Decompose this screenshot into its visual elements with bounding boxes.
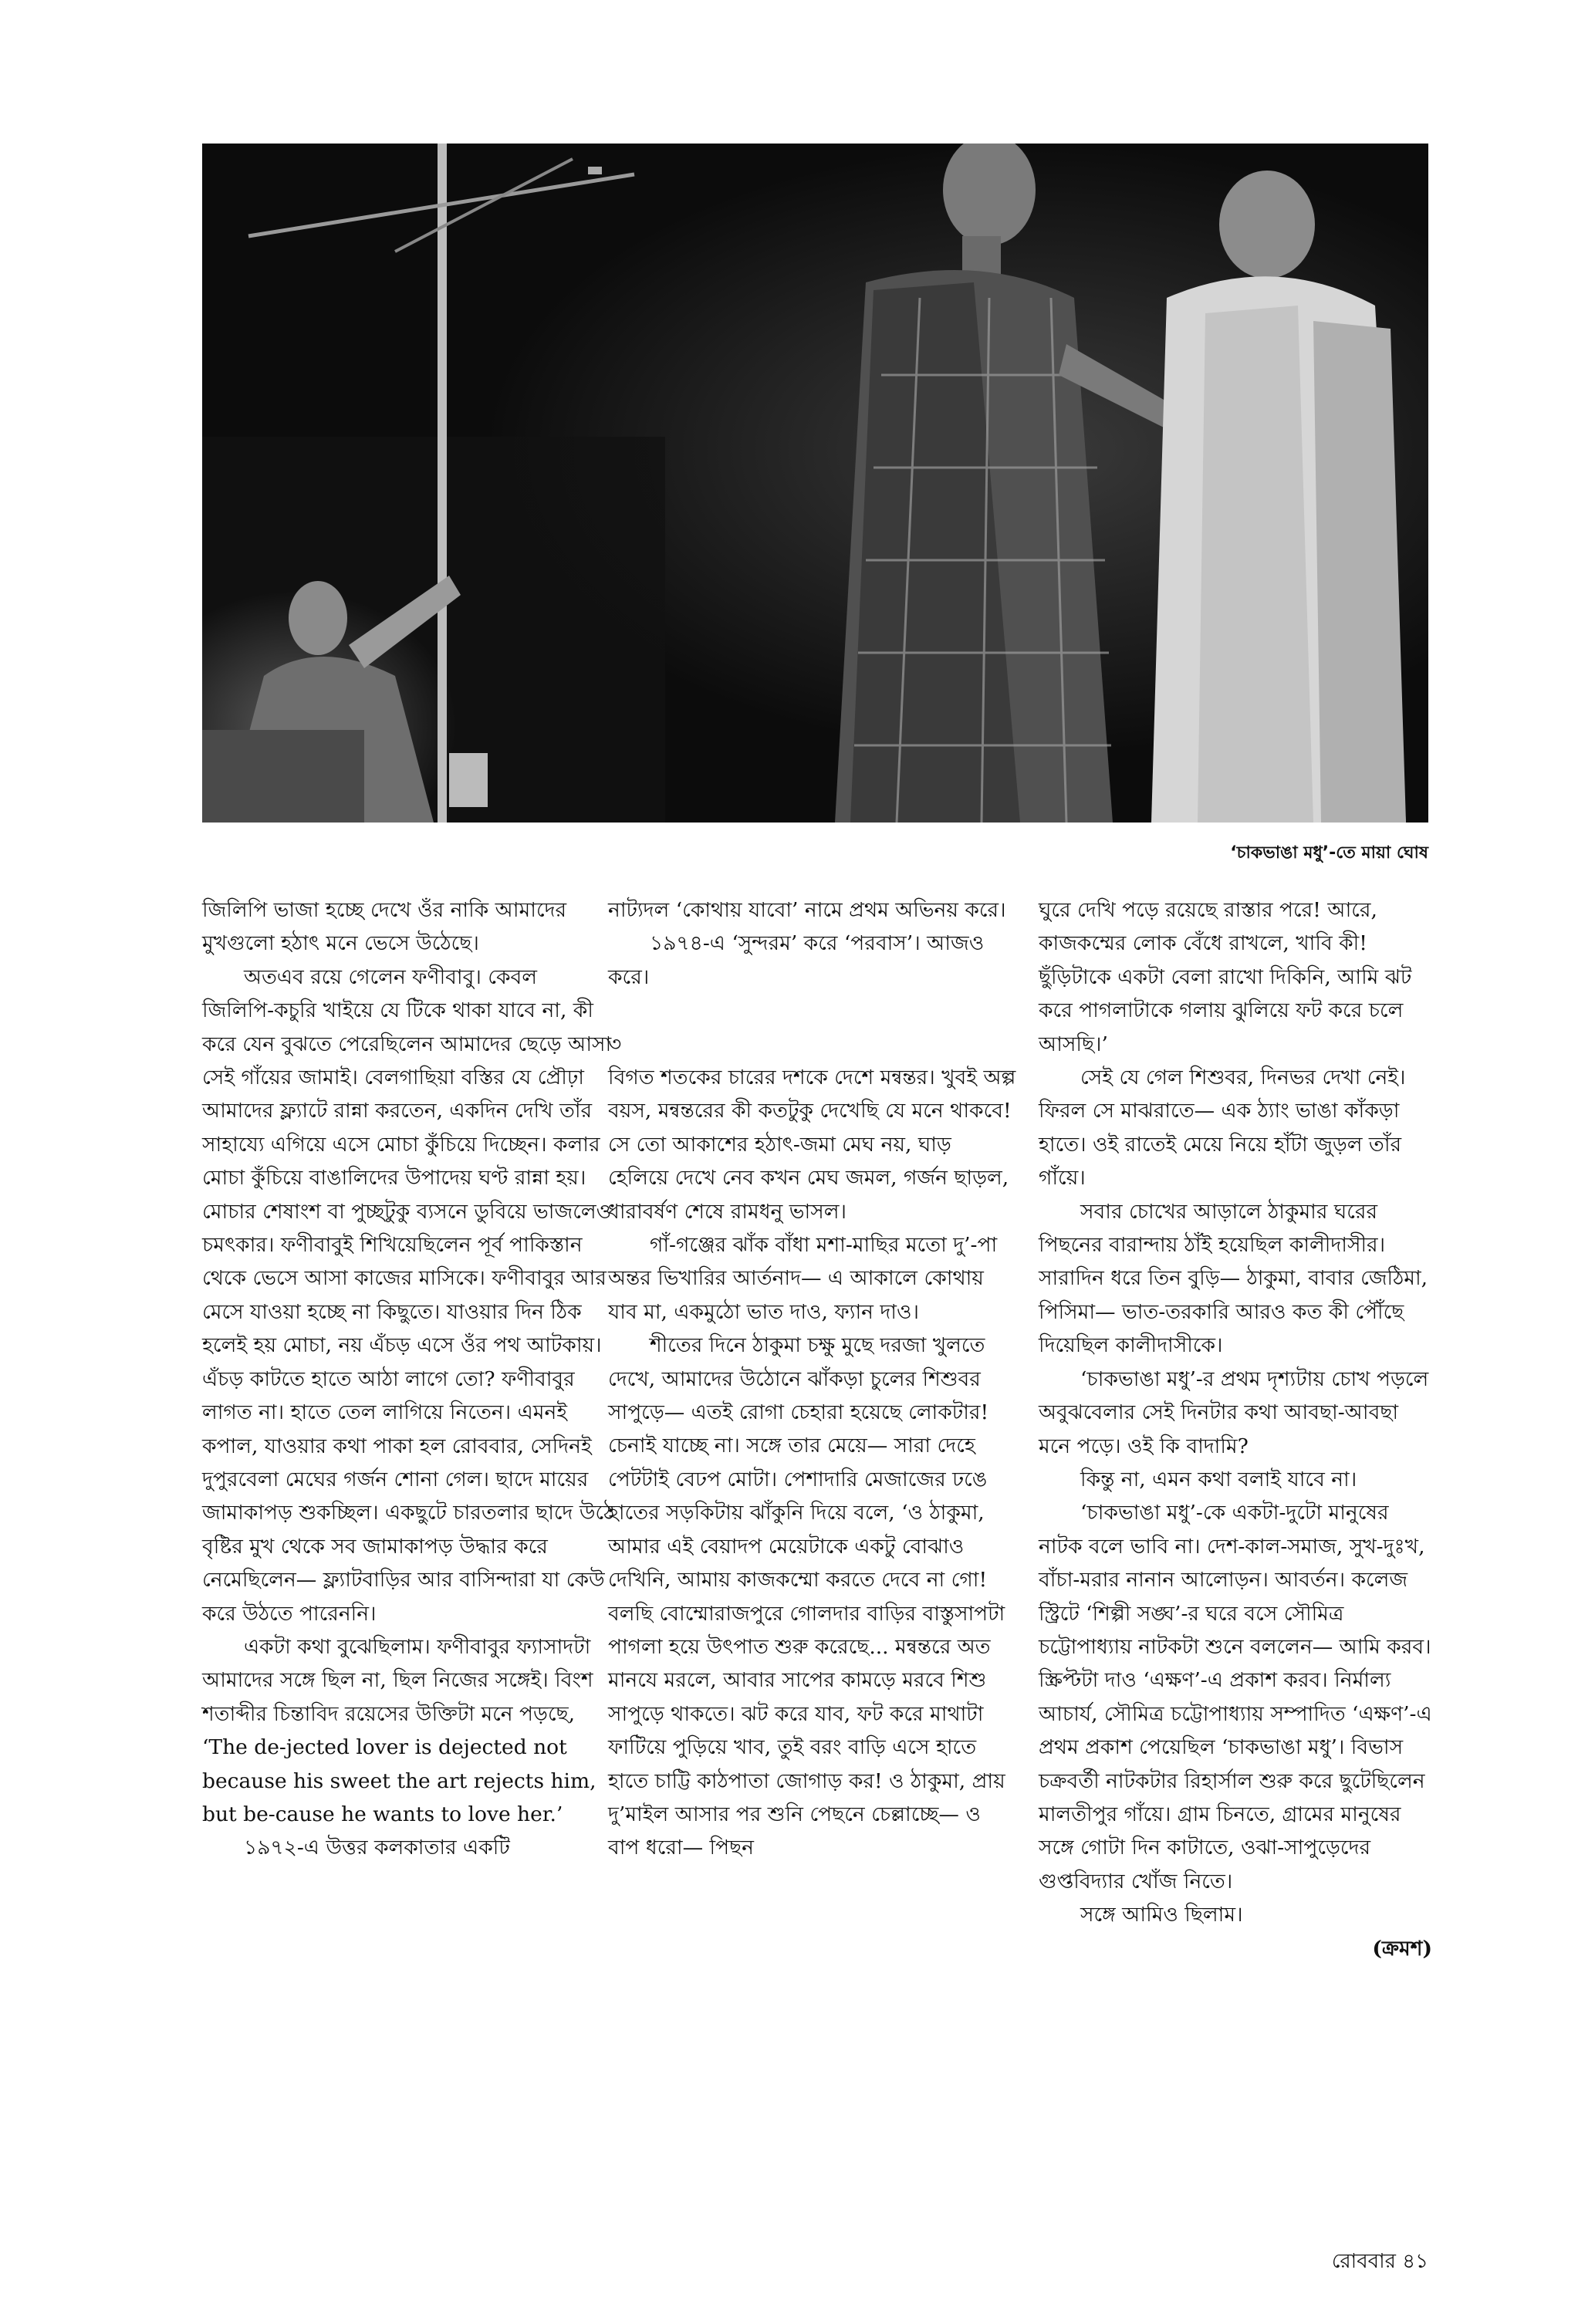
paragraph: অতএব রয়ে গেলেন ফণীবাবু। কেবল জিলিপি-কচুরি খাইয়ে যে টিকে থাকা যাবে না, কী করে যেন বুঝতে পেরেছিলেন আমাদের ছেড়ে আসা সেই গাঁয়ের জামাই। বেলগাছিয়া বস্তির যে প্রৌঢ়া আমাদের ফ্ল্যাটে রান্না করতেন, একদিন দেখি তাঁর সাহায্যে এগিয়ে এসে মোচা কুঁচিয়ে দিচ্ছেন। কলার মোচা কুঁচিয়ে বাঙালিদের উপাদেয় ঘণ্ট রান্না হয়। মোচার শেষাংশ বা পুচ্ছটুকু ব্যসনে ডুবিয়ে ভাজলেও চমৎকার। ফণীবাবুই শিখিয়েছিলেন পূর্ব পাকিস্তান থেকে ভেসে আসা কাজের মাসিকে। ফণীবাবুর আর মেসে যাওয়া হচ্ছে না কিছুতে। যাওয়ার দিন ঠিক হলেই হয় মোচা, নয় এঁচড় এসে ওঁর পথ আটকায়। এঁচড় কাটতে হাতে আঠা লাগে তো? ফণীবাবুর লাগত না। হাতে তেল লাগিয়ে নিতেন। এমনই কপাল, যাওয়ার কথা পাকা হল রোববার, সেদিনই দুপুরবেলা মেঘের গর্জন শোনা গেল। ছাদে মায়ের জামাকাপড় শুকচ্ছিল। একছুটে চারতলার ছাদে উঠে বৃষ্টির মুখ থেকে সব জামাকাপড় উদ্ধার করে নেমেছিলেন— ফ্ল্যাটবাড়ির আর বাসিন্দারা যা কেউ করে উঠতে পারেননি। — [202, 964, 615, 1626]
article-column-2 — [608, 893, 1017, 1865]
paragraph: নাট্যদল ‘কোথায় যাবো’ নামে প্রথম অভিনয় করে। — [608, 898, 1006, 922]
stage-photo-image — [202, 144, 1428, 823]
stage-photo — [202, 144, 1428, 823]
paragraph: বিগত শতকের চারের দশকে দেশে মন্বন্তর। খুবই অল্প বয়স, মন্বন্তরের কী কতটুকু দেখেছি যে মনে থাকবে! সে তো আকাশের হঠাৎ-জমা মেঘ নয়, ঘাড় হেলিয়ে দেখে নেব কখন মেঘ জমল, গর্জন ছাড়ল, ধারাবর্ষণ শেষে রামধনু ভাসল। — [608, 1066, 1016, 1224]
paragraph: সবার চোখের আড়ালে ঠাকুমার ঘরের পিছনের বারান্দায় ঠাঁই হয়েছিল কালীদাসীর। সারাদিন ধরে তিন বুড়ি— ঠাকুমা, বাবার জেঠিমা, পিসিমা— ভাত-তরকারি আরও কত কী পৌঁছে দিয়েছিল কালীদাসীকে। — [1039, 1199, 1428, 1358]
paragraph: শীতের দিনে ঠাকুমা চক্ষু মুছে দরজা খুলতে দেখে, আমাদের উঠোনে ঝাঁকড়া চুলের শিশুবর সাপুড়ে— এতই রোগা চেহারা হয়েছে লোকটার! চেনাই যাচ্ছে না। সঙ্গে তার মেয়ে— সারা দেহে পেটটাই বেঢপ মোটা। পেশাদারি মেজাজের ঢঙে হাতের সড়কিটায় ঝাঁকুনি দিয়ে বলে, ‘ও ঠাকুমা, আমার এই বেয়াদপ মেয়েটাকে একটু বোঝাও দেখিনি, আমায় কাজকম্মো করতে দেবে না গো! বলছি বোম্মোরাজপুরে গোলদার বাড়ির বাস্তুসাপটা পাগলা হয়ে উৎপাত শুরু করেছে... মন্বন্তরে অত মানযে মরলে, আবার সাপের কামড়ে মরবে শিশু সাপুড়ে থাকতে। ঝট করে যাব, ফট করে মাথাটা ফাটিয়ে পুড়িয়ে খাব, তুই বরং বাড়ি এসে হাতে হাতে চাট্টি কাঠপাতা জোগাড় কর! ও ঠাকুমা, প্রায় দু’মাইল আসার পর শুনি পেছনে চেল্লাচ্ছে— ও বাপ ধরো— পিছন — [608, 1333, 1005, 1860]
paragraph: সঙ্গে আমিও ছিলাম। — [1080, 1903, 1243, 1927]
page-folio: রোববার ৪১ — [1331, 2250, 1428, 2273]
paragraph: একটা কথা বুঝেছিলাম। ফণীবাবুর ফ্যাসাদটা আমাদের সঙ্গে ছিল না, ছিল নিজের সঙ্গেই। বিংশ শতাব্দীর চিন্তাবিদ রয়েসের উক্তিটা মনে পড়ছে, ‘The de-jected lover is dejected not because his sweet the art rejects him, but be-cause he wants to love her.’ — [202, 1634, 596, 1826]
paragraph: ‘চাকভাঙা মধু’-র প্রথম দৃশ্যটায় চোখ পড়লে অবুঝবেলার সেই দিনটার কথা আবছা-আবছা মনে পড়ে। ওই কি বাদামি? — [1039, 1366, 1429, 1458]
to-be-continued: (ক্রমশ) — [1372, 1936, 1432, 1961]
photo-caption: ‘চাকভাঙা মধু’-তে মায়া ঘোষ — [1230, 843, 1428, 863]
section-number: ৩ — [608, 1032, 622, 1056]
paragraph: ১৯৭৪-এ ‘সুন্দরম’ করে ‘পরবাস’। আজও করে। — [608, 931, 985, 989]
paragraph: ঘুরে দেখি পড়ে রয়েছে রাস্তার পরে! আরে, কাজকম্মের লোক বেঁধে রাখলে, খাবি কী! ছুঁড়িটাকে একটা বেলা রাখো দিকিনি, আমি ঝট করে পাগলাটাকে গলায় ঝুলিয়ে ফট করে চলে আসছি।’ — [1039, 898, 1412, 1056]
article-column-3 — [1039, 893, 1432, 1965]
paragraph: ১৯৭২-এ উত্তর কলকাতার একটি — [244, 1836, 510, 1860]
paragraph: ‘চাকভাঙা মধু’-কে একটা-দুটো মানুষের নাটক বলে ভাবি না। দেশ-কাল-সমাজ, সুখ-দুঃখ, বাঁচা-মরার নানান আলোড়ন। আবর্তন। কলেজ স্ট্রিটে ‘শিল্পী সঙ্ঘ’-র ঘরে বসে সৌমিত্র চট্টোপাধ্যায় নাটকটা শুনে বললেন— আমি করব। স্ক্রিপ্টটা দাও ‘এক্ষণ’-এ প্রকাশ করব। নির্মাল্য আচার্য, সৌমিত্র চট্টোপাধ্যায় সম্পাদিত ‘এক্ষণ’-এ প্রথম প্রকাশ পেয়েছিল ‘চাকভাঙা মধু’। বিভাস চক্রবর্তী নাটকটার রিহার্সাল শুরু করে ছুটেছিলেন মালতীপুর গাঁয়ে। গ্রাম চিনতে, গ্রামের মানুষের সঙ্গে গোটা দিন কাটাতে, ওঝা-সাপুড়েদের গুপ্তবিদ্যার খোঁজ নিতে। — [1039, 1501, 1432, 1893]
paragraph: কিন্তু না, এমন কথা বলাই যাবে না। — [1080, 1467, 1357, 1491]
paragraph: সেই যে গেল শিশুবর, দিনভর দেখা নেই। ফিরল সে মাঝরাতে— এক ঠ্যাং ভাঙা কাঁকড়া হাতে। ওই রাতেই মেয়ে নিয়ে হাঁটা জুড়ল তাঁর গাঁয়ে। — [1039, 1066, 1406, 1191]
paragraph: গাঁ-গঞ্জের ঝাঁক বাঁধা মশা-মাছির মতো দু’-পা অন্তর ভিখারির আর্তনাদ— এ আকালে কোথায় যাব মা, একমুঠো ভাত দাও, ফ্যান দাও। — [608, 1233, 998, 1324]
paragraph: জিলিপি ভাজা হচ্ছে দেখে ওঁর নাকি আমাদের মুখগুলো হঠাৎ মনে ভেসে উঠেছে। — [202, 898, 567, 956]
article-column-1 — [202, 893, 615, 1865]
